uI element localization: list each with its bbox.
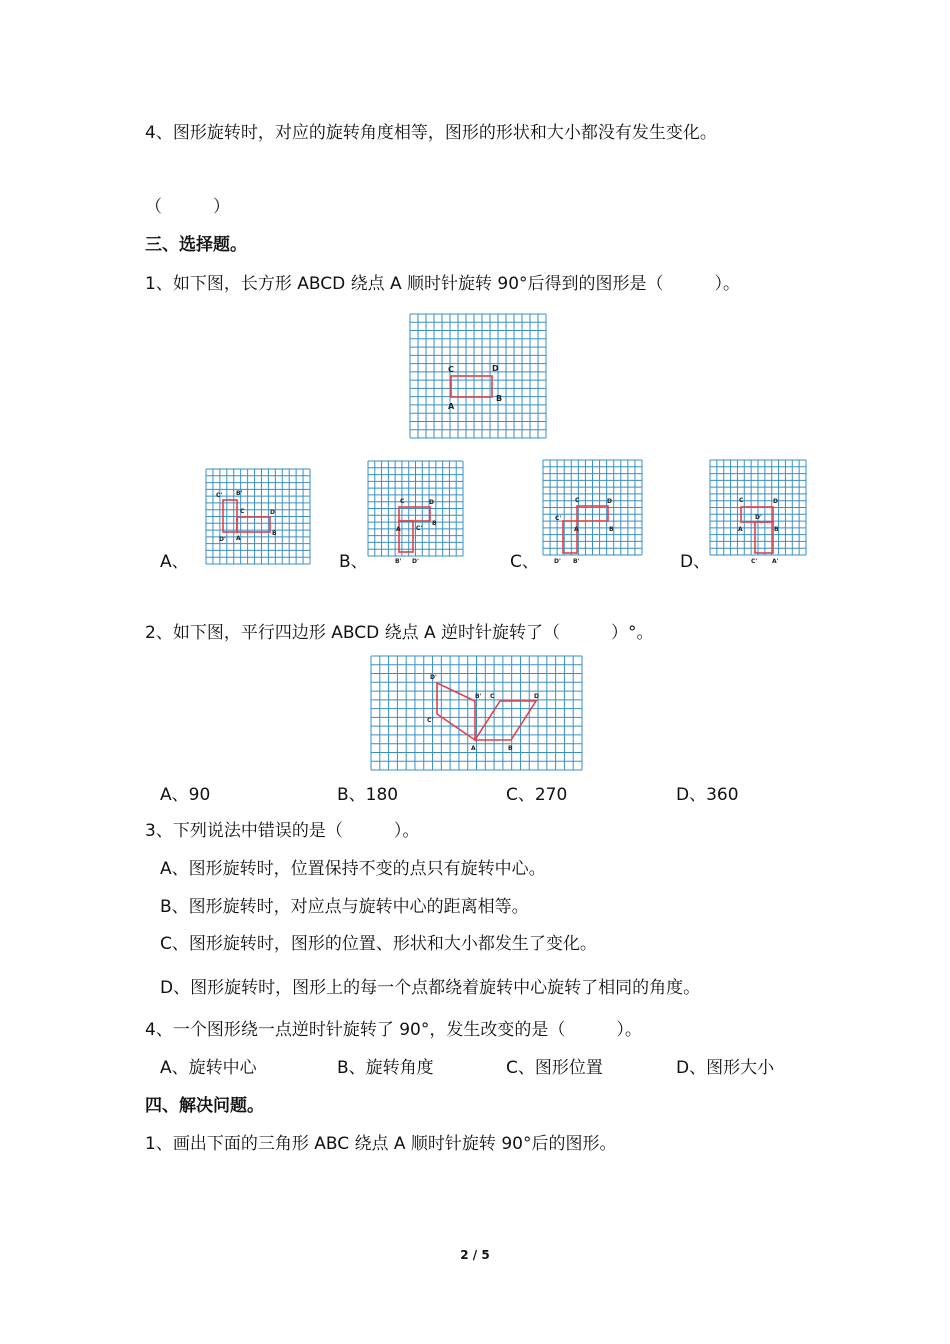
- choice-q1-text: 1、如下图，长方形 ABCD 绕点 A 顺时针旋转 90°后得到的图形是（ ）。: [145, 274, 741, 294]
- label-c: C: [400, 498, 405, 505]
- q2-option-b[interactable]: B、180: [337, 785, 399, 805]
- label-c: C: [575, 497, 580, 504]
- label-c-prime: C': [427, 717, 434, 724]
- label-d: D: [429, 499, 434, 506]
- label-c-prime: C': [751, 558, 758, 565]
- q2-option-c[interactable]: C、270: [506, 785, 568, 805]
- q1-option-d[interactable]: D、: [680, 552, 711, 572]
- label-c: C: [739, 497, 744, 504]
- label-c-prime: C': [216, 492, 223, 499]
- q1-main-grid: [410, 314, 546, 438]
- choice-q4-text: 4、一个图形绕一点逆时针旋转了 90°，发生改变的是（ ）。: [145, 1020, 642, 1040]
- label-d: D: [607, 498, 612, 505]
- label-c: C: [240, 508, 245, 515]
- choice-q2-text: 2、如下图，平行四边形 ABCD 绕点 A 逆时针旋转了（ ）°。: [145, 623, 654, 643]
- q4-option-c[interactable]: C、图形位置: [506, 1058, 603, 1078]
- q4-option-b[interactable]: B、旋转角度: [337, 1058, 434, 1078]
- label-d: D: [534, 693, 539, 700]
- label-b: B: [609, 526, 614, 533]
- label-d-prime: D': [755, 514, 762, 521]
- label-a: A: [236, 535, 241, 542]
- label-b: B: [432, 520, 437, 527]
- label-a: A: [471, 745, 476, 752]
- label-a: A: [574, 526, 579, 533]
- q1-option-d-outer-labels: [746, 556, 790, 566]
- q3-option-c[interactable]: C、图形旋转时，图形的位置、形状和大小都发生了变化。: [160, 934, 597, 954]
- q4-option-d[interactable]: D、图形大小: [676, 1058, 775, 1078]
- label-d: D: [773, 498, 778, 505]
- q1-option-c-grid[interactable]: [543, 460, 642, 555]
- label-a: A: [448, 402, 455, 411]
- section-heading-solve: 四、解决问题。: [145, 1096, 264, 1116]
- judgement-q4: 4、图形旋转时，对应的旋转角度相等，图形的形状和大小都没有发生变化。: [145, 123, 717, 143]
- label-b-prime: B': [573, 558, 580, 565]
- label-b-prime: B': [236, 490, 243, 497]
- label-d: D: [270, 509, 275, 516]
- q4-option-a[interactable]: A、旋转中心: [160, 1058, 257, 1078]
- label-b: B: [272, 530, 277, 537]
- q1-option-b-grid[interactable]: [368, 461, 463, 556]
- label-d-prime: D': [219, 536, 226, 543]
- q2-grid: [371, 656, 582, 770]
- q1-option-a-grid[interactable]: [206, 469, 310, 564]
- section-heading-choice: 三、选择题。: [145, 235, 247, 255]
- q3-option-b[interactable]: B、图形旋转时，对应点与旋转中心的距离相等。: [160, 897, 529, 917]
- label-c-prime: C': [416, 525, 423, 532]
- q1-option-c[interactable]: C、: [510, 552, 539, 572]
- q1-option-b[interactable]: B、: [339, 552, 368, 572]
- label-c: C: [490, 693, 495, 700]
- label-b-prime: B': [475, 693, 482, 700]
- answer-paren[interactable]: （ ）: [145, 197, 230, 217]
- q2-option-d[interactable]: D、360: [676, 785, 739, 805]
- q1-option-d-grid[interactable]: [710, 460, 806, 555]
- label-c-prime: C': [555, 515, 562, 522]
- label-d-prime: D': [412, 558, 419, 565]
- label-c: C: [448, 365, 454, 374]
- label-b: B: [496, 394, 503, 403]
- choice-q3-text: 3、下列说法中错误的是（ ）。: [145, 821, 420, 841]
- label-d: D: [492, 364, 499, 373]
- q1-option-c-outer-labels: [551, 556, 591, 566]
- q1-option-a[interactable]: A、: [160, 552, 189, 572]
- q1-option-b-outer-labels: [390, 556, 430, 566]
- label-d-prime: D': [554, 558, 561, 565]
- label-b-prime: B': [395, 558, 402, 565]
- page-number: 2 / 5: [460, 1248, 490, 1262]
- solve-q1-text: 1、画出下面的三角形 ABC 绕点 A 顺时针旋转 90°后的图形。: [145, 1134, 617, 1154]
- q2-option-a[interactable]: A、90: [160, 785, 211, 805]
- label-a-prime: A': [772, 558, 779, 565]
- label-b: B: [774, 526, 779, 533]
- label-d-prime: D': [430, 674, 437, 681]
- label-b: B: [508, 745, 513, 752]
- q3-option-d[interactable]: D、图形旋转时，图形上的每一个点都绕着旋转中心旋转了相同的角度。: [160, 978, 701, 998]
- q3-option-a[interactable]: A、图形旋转时，位置保持不变的点只有旋转中心。: [160, 859, 546, 879]
- label-a: A: [396, 526, 401, 533]
- label-a: A: [738, 526, 743, 533]
